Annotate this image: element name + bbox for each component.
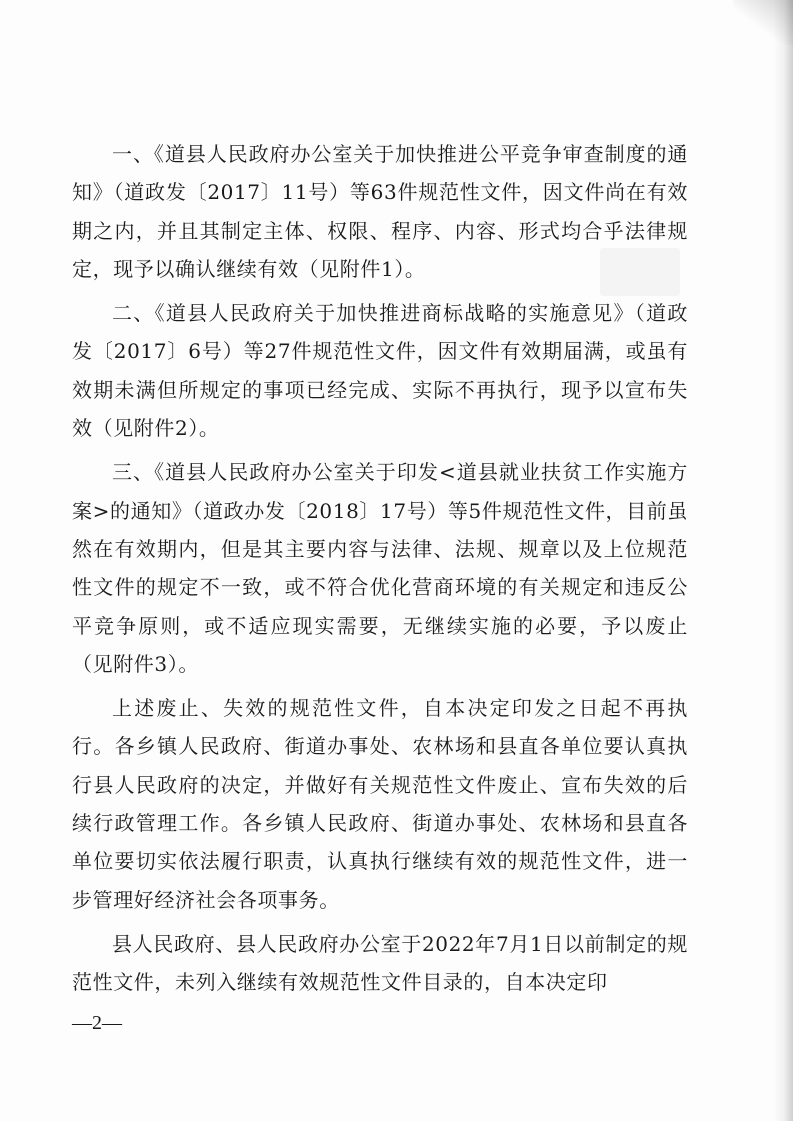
document-body	[72, 135, 688, 1002]
paragraph-item-3: 三、《道县人民政府办公室关于印发<道县就业扶贫工作实施方案>的通知》（道政办发〔2018〕17号）等5件规范性文件，目前虽然在有效期内，但是其主要内容与法律、法规、规章以及上位规范性文件的规定不一致，或不符合优化营商环境的有关规定和违反公平竞争原则，或不适应现实需要，无继续实施的必要，予以废止（见附件3）。	[72, 460, 688, 676]
paragraph-final: 县人民政府、县人民政府办公室于2022年7月1日以前制定的规范性文件，未列入继续有效规范性文件目录的，自本决定印	[72, 931, 688, 995]
page-number: —2—	[72, 1012, 122, 1034]
paragraph-item-2: 二、《道县人民政府关于加快推进商标战略的实施意见》（道政发〔2017〕6号）等27件规范性文件，因文件有效期届满，或虽有效期未满但所规定的事项已经完成、实际不再执行，现予以宣布失效（见附件2）。	[72, 301, 688, 441]
paragraph-item-1: 一、《道县人民政府办公室关于加快推进公平竞争审查制度的通知》（道政发〔2017〕11号）等63件规范性文件，因文件尚在有效期之内，并且其制定主体、权限、程序、内容、形式均合乎法律规定，现予以确认继续有效（见附件1）。	[72, 142, 688, 281]
scan-corner-shadow	[733, 0, 793, 45]
scan-edge-shadow	[773, 0, 793, 1121]
paragraph-summary: 上述废止、失效的规范性文件，自本决定印发之日起不再执行。各乡镇人民政府、街道办事处、农林场和县直各单位要认真执行县人民政府的决定，并做好有关规范性文件废止、宣布失效的后续行政管理工作。各乡镇人民政府、街道办事处、农林场和县直各单位要切实依法履行职责，认真执行继续有效的规范性文件，进一步管理好经济社会各项事务。	[72, 696, 688, 912]
